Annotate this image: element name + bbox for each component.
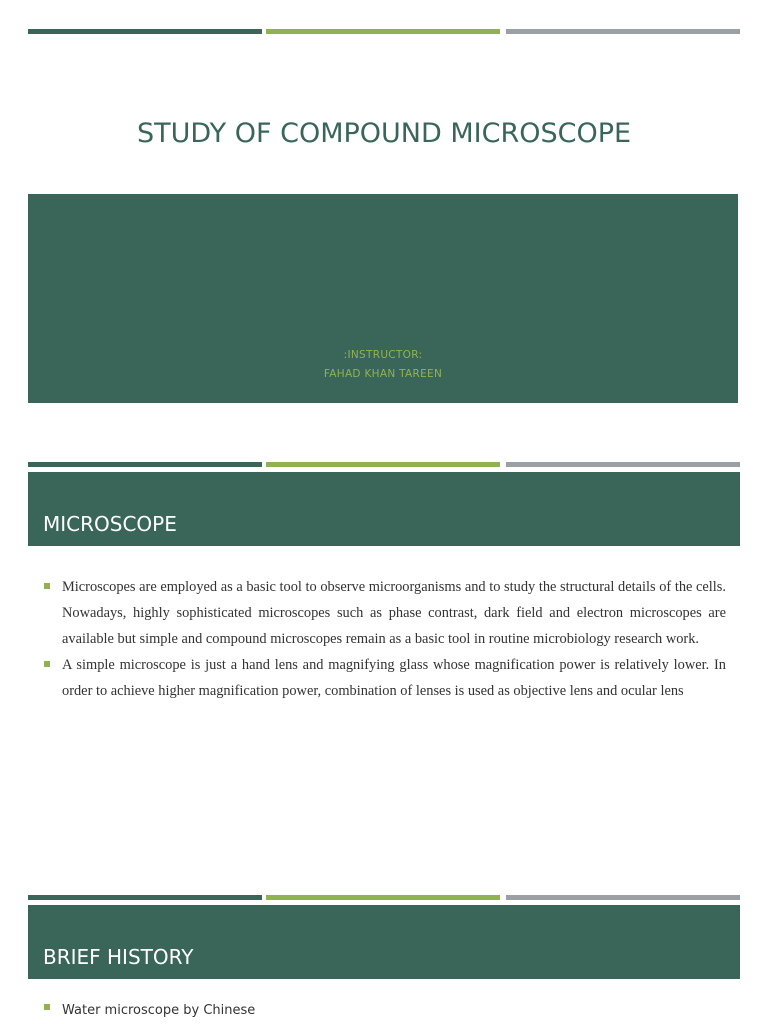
slide3-bullet-list [44, 999, 726, 1018]
slide1-title: STUDY OF COMPOUND MICROSCOPE [136, 118, 632, 149]
bullet-text: Microscopes are employed as a basic tool to observe microorganisms and to study the structural details of the cells. Nowadays, highly sophisticated microscopes such as phase contrast, dark field and electron microscopes are available but simple and compound microscopes remain as a basic tool in routine microbiology research work. [62, 579, 726, 647]
slide3-top-stripes [28, 895, 740, 900]
list-item [44, 999, 726, 1018]
square-bullet-icon [44, 583, 50, 589]
bullet-text: A simple microscope is just a hand lens and magnifying glass whose magnification power is relatively lower. In order to achieve higher magnification power, combination of lenses is used as objective lens and ocular lens [62, 657, 726, 699]
slide2-bullet-list [44, 574, 726, 704]
slide2-heading: MICROSCOPE [43, 512, 177, 536]
slide2-top-stripes [28, 462, 740, 467]
stripe-light-green [266, 29, 500, 34]
stripe-gray [506, 29, 740, 34]
slide2-heading-band [28, 472, 740, 546]
stripe-gray [506, 895, 740, 900]
list-item [44, 652, 726, 704]
square-bullet-icon [44, 661, 50, 667]
stripe-gray [506, 462, 740, 467]
slide3-heading-band [28, 905, 740, 979]
stripe-light-green [266, 462, 500, 467]
slide1-top-stripes [28, 29, 740, 34]
bullet-text: Water microscope by Chinese [62, 1003, 256, 1018]
instructor-name: FAHAD KHAN TAREEN [323, 368, 443, 380]
stripe-dark-green [28, 462, 262, 467]
stripe-light-green [266, 895, 500, 900]
square-bullet-icon [44, 1004, 50, 1010]
stripe-dark-green [28, 29, 262, 34]
slide1-subtitle-band [28, 194, 738, 403]
instructor-label: :INSTRUCTOR: [343, 349, 423, 361]
stripe-dark-green [28, 895, 262, 900]
slide3-heading: BRIEF HISTORY [43, 945, 194, 969]
list-item [44, 574, 726, 652]
